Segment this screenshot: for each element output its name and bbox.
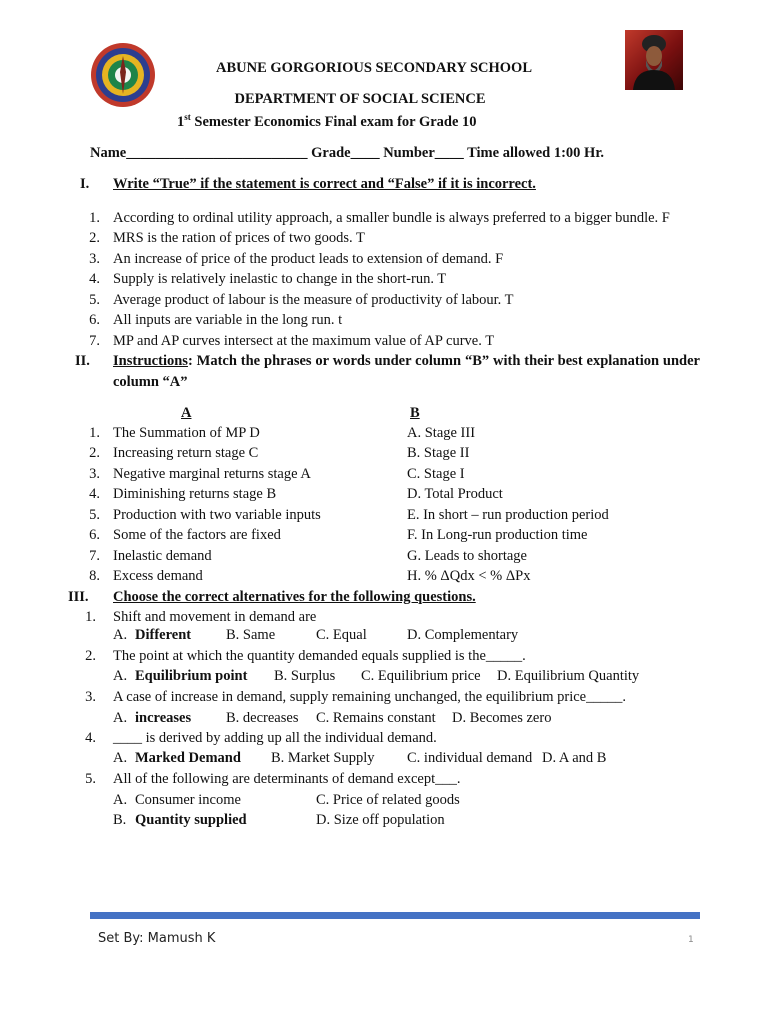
student-info-line: Name_________________________ Grade____ Number____ Time allowed 1:00 Hr.: [90, 145, 605, 161]
school-name: ABUNE GORGORIOUS SECONDARY SCHOOL: [216, 60, 532, 76]
column-b-heading: B: [410, 405, 420, 421]
footer-author: Set By: Mamush K: [98, 931, 216, 946]
department-name: DEPARTMENT OF SOCIAL SCIENCE: [234, 91, 486, 107]
footer-rule: [90, 912, 700, 919]
exam-title: 1st Semester Economics Final exam for Grade 10: [177, 112, 477, 130]
section-2-instructions: Instructions: Match the phrases or words under column “B” with their best explanation under column “A”: [113, 353, 700, 390]
section-1-numeral: I.: [80, 176, 90, 192]
column-a-heading: A: [181, 405, 192, 421]
section-1-title: Write “True” if the statement is correct and “False” if it is incorrect.: [113, 176, 536, 192]
section-2-numeral: II.: [75, 353, 90, 369]
page-number: 1: [688, 935, 694, 945]
section-3-numeral: III.: [68, 589, 89, 605]
section-3-title: Choose the correct alternatives for the following questions.: [113, 589, 476, 605]
